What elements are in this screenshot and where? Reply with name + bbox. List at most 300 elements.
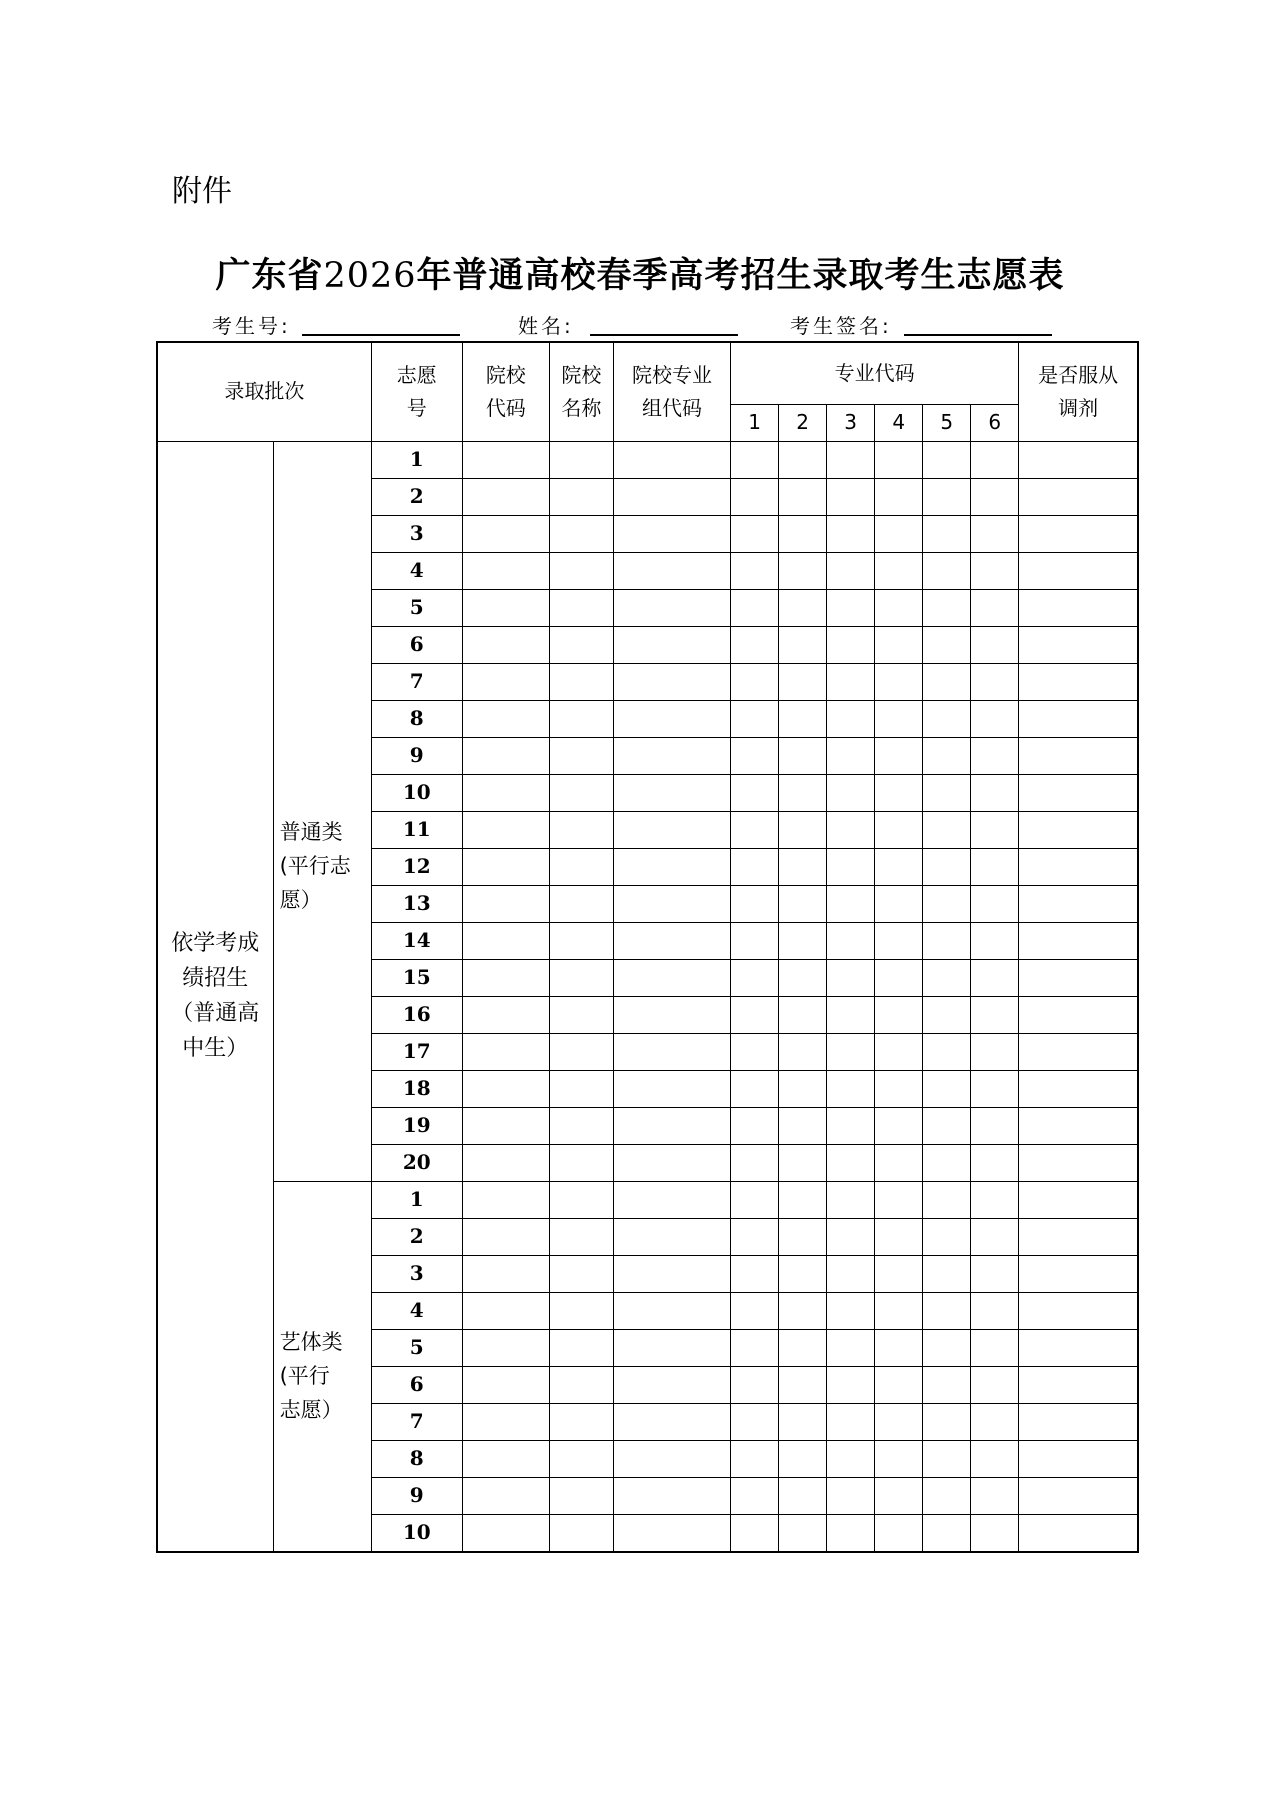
major-code-3-cell[interactable] [827,1329,875,1366]
major-code-6-cell[interactable] [971,441,1019,478]
school-name-cell[interactable] [549,1218,613,1255]
major-code-5-cell[interactable] [923,737,971,774]
school-name-cell[interactable] [549,848,613,885]
school-code-cell[interactable] [462,552,549,589]
major-code-6-cell[interactable] [971,1477,1019,1514]
major-code-1-cell[interactable] [731,737,779,774]
adjust-cell[interactable] [1019,737,1138,774]
school-name-cell[interactable] [549,700,613,737]
school-code-cell[interactable] [462,737,549,774]
major-code-2-cell[interactable] [779,589,827,626]
major-code-2-cell[interactable] [779,1144,827,1181]
major-code-3-cell[interactable] [827,1403,875,1440]
signature-field[interactable] [904,334,1052,336]
major-code-2-cell[interactable] [779,811,827,848]
major-code-6-cell[interactable] [971,1403,1019,1440]
group-code-cell[interactable] [613,1292,730,1329]
major-code-3-cell[interactable] [827,774,875,811]
major-code-3-cell[interactable] [827,626,875,663]
major-code-3-cell[interactable] [827,515,875,552]
major-code-5-cell[interactable] [923,922,971,959]
school-code-cell[interactable] [462,1218,549,1255]
school-name-cell[interactable] [549,626,613,663]
major-code-2-cell[interactable] [779,774,827,811]
adjust-cell[interactable] [1019,663,1138,700]
adjust-cell[interactable] [1019,1329,1138,1366]
school-name-cell[interactable] [549,1144,613,1181]
major-code-4-cell[interactable] [875,737,923,774]
adjust-cell[interactable] [1019,1144,1138,1181]
major-code-3-cell[interactable] [827,885,875,922]
major-code-1-cell[interactable] [731,1292,779,1329]
major-code-3-cell[interactable] [827,1477,875,1514]
major-code-5-cell[interactable] [923,1292,971,1329]
group-code-cell[interactable] [613,1033,730,1070]
major-code-4-cell[interactable] [875,1514,923,1552]
adjust-cell[interactable] [1019,1514,1138,1552]
major-code-5-cell[interactable] [923,1366,971,1403]
major-code-4-cell[interactable] [875,515,923,552]
major-code-5-cell[interactable] [923,848,971,885]
school-code-cell[interactable] [462,1292,549,1329]
major-code-1-cell[interactable] [731,478,779,515]
school-name-cell[interactable] [549,1181,613,1218]
major-code-6-cell[interactable] [971,1255,1019,1292]
adjust-cell[interactable] [1019,922,1138,959]
adjust-cell[interactable] [1019,552,1138,589]
major-code-3-cell[interactable] [827,1144,875,1181]
school-name-cell[interactable] [549,959,613,996]
major-code-3-cell[interactable] [827,1070,875,1107]
major-code-5-cell[interactable] [923,1440,971,1477]
school-name-cell[interactable] [549,1292,613,1329]
major-code-1-cell[interactable] [731,1329,779,1366]
major-code-6-cell[interactable] [971,700,1019,737]
major-code-5-cell[interactable] [923,959,971,996]
school-code-cell[interactable] [462,959,549,996]
group-code-cell[interactable] [613,1366,730,1403]
major-code-5-cell[interactable] [923,1477,971,1514]
school-code-cell[interactable] [462,774,549,811]
adjust-cell[interactable] [1019,1477,1138,1514]
major-code-3-cell[interactable] [827,848,875,885]
adjust-cell[interactable] [1019,1292,1138,1329]
major-code-2-cell[interactable] [779,996,827,1033]
school-name-cell[interactable] [549,811,613,848]
major-code-1-cell[interactable] [731,1070,779,1107]
major-code-2-cell[interactable] [779,478,827,515]
major-code-2-cell[interactable] [779,700,827,737]
major-code-3-cell[interactable] [827,1440,875,1477]
adjust-cell[interactable] [1019,959,1138,996]
school-name-cell[interactable] [549,1366,613,1403]
school-name-cell[interactable] [549,922,613,959]
major-code-3-cell[interactable] [827,996,875,1033]
adjust-cell[interactable] [1019,700,1138,737]
major-code-6-cell[interactable] [971,626,1019,663]
major-code-3-cell[interactable] [827,1033,875,1070]
major-code-1-cell[interactable] [731,552,779,589]
major-code-4-cell[interactable] [875,663,923,700]
major-code-3-cell[interactable] [827,1218,875,1255]
school-code-cell[interactable] [462,1329,549,1366]
major-code-4-cell[interactable] [875,1329,923,1366]
major-code-6-cell[interactable] [971,922,1019,959]
school-name-cell[interactable] [549,515,613,552]
major-code-4-cell[interactable] [875,626,923,663]
major-code-3-cell[interactable] [827,478,875,515]
major-code-3-cell[interactable] [827,922,875,959]
adjust-cell[interactable] [1019,774,1138,811]
adjust-cell[interactable] [1019,515,1138,552]
major-code-2-cell[interactable] [779,922,827,959]
major-code-5-cell[interactable] [923,1403,971,1440]
major-code-3-cell[interactable] [827,1107,875,1144]
major-code-2-cell[interactable] [779,1218,827,1255]
school-code-cell[interactable] [462,589,549,626]
group-code-cell[interactable] [613,848,730,885]
school-name-cell[interactable] [549,1255,613,1292]
major-code-4-cell[interactable] [875,848,923,885]
school-name-cell[interactable] [549,1329,613,1366]
major-code-2-cell[interactable] [779,737,827,774]
major-code-5-cell[interactable] [923,700,971,737]
major-code-4-cell[interactable] [875,885,923,922]
major-code-1-cell[interactable] [731,1218,779,1255]
major-code-6-cell[interactable] [971,996,1019,1033]
major-code-6-cell[interactable] [971,885,1019,922]
school-name-cell[interactable] [549,996,613,1033]
major-code-4-cell[interactable] [875,1440,923,1477]
major-code-6-cell[interactable] [971,737,1019,774]
major-code-2-cell[interactable] [779,552,827,589]
group-code-cell[interactable] [613,1181,730,1218]
adjust-cell[interactable] [1019,1403,1138,1440]
school-name-cell[interactable] [549,589,613,626]
major-code-6-cell[interactable] [971,1070,1019,1107]
group-code-cell[interactable] [613,663,730,700]
school-name-cell[interactable] [549,1403,613,1440]
school-code-cell[interactable] [462,885,549,922]
major-code-3-cell[interactable] [827,1366,875,1403]
major-code-2-cell[interactable] [779,1033,827,1070]
major-code-1-cell[interactable] [731,441,779,478]
major-code-2-cell[interactable] [779,1181,827,1218]
major-code-1-cell[interactable] [731,1107,779,1144]
major-code-4-cell[interactable] [875,996,923,1033]
major-code-6-cell[interactable] [971,848,1019,885]
adjust-cell[interactable] [1019,441,1138,478]
major-code-1-cell[interactable] [731,663,779,700]
major-code-2-cell[interactable] [779,626,827,663]
major-code-4-cell[interactable] [875,1366,923,1403]
major-code-1-cell[interactable] [731,1033,779,1070]
school-name-cell[interactable] [549,1033,613,1070]
group-code-cell[interactable] [613,478,730,515]
major-code-5-cell[interactable] [923,1218,971,1255]
major-code-1-cell[interactable] [731,626,779,663]
major-code-2-cell[interactable] [779,1329,827,1366]
major-code-2-cell[interactable] [779,1403,827,1440]
major-code-6-cell[interactable] [971,589,1019,626]
adjust-cell[interactable] [1019,811,1138,848]
major-code-1-cell[interactable] [731,1181,779,1218]
major-code-2-cell[interactable] [779,1514,827,1552]
major-code-5-cell[interactable] [923,1107,971,1144]
major-code-1-cell[interactable] [731,1255,779,1292]
school-name-cell[interactable] [549,1514,613,1552]
school-code-cell[interactable] [462,1144,549,1181]
major-code-5-cell[interactable] [923,811,971,848]
major-code-2-cell[interactable] [779,1292,827,1329]
adjust-cell[interactable] [1019,1033,1138,1070]
school-code-cell[interactable] [462,441,549,478]
school-name-cell[interactable] [549,1440,613,1477]
adjust-cell[interactable] [1019,1107,1138,1144]
major-code-3-cell[interactable] [827,700,875,737]
adjust-cell[interactable] [1019,1218,1138,1255]
school-code-cell[interactable] [462,996,549,1033]
adjust-cell[interactable] [1019,885,1138,922]
major-code-2-cell[interactable] [779,1107,827,1144]
school-code-cell[interactable] [462,848,549,885]
major-code-1-cell[interactable] [731,1440,779,1477]
major-code-4-cell[interactable] [875,1218,923,1255]
major-code-4-cell[interactable] [875,589,923,626]
school-code-cell[interactable] [462,1403,549,1440]
group-code-cell[interactable] [613,959,730,996]
group-code-cell[interactable] [613,1144,730,1181]
adjust-cell[interactable] [1019,1440,1138,1477]
major-code-6-cell[interactable] [971,1514,1019,1552]
major-code-5-cell[interactable] [923,1144,971,1181]
major-code-2-cell[interactable] [779,1255,827,1292]
major-code-4-cell[interactable] [875,478,923,515]
major-code-1-cell[interactable] [731,515,779,552]
major-code-4-cell[interactable] [875,959,923,996]
major-code-1-cell[interactable] [731,848,779,885]
group-code-cell[interactable] [613,589,730,626]
major-code-4-cell[interactable] [875,1255,923,1292]
school-code-cell[interactable] [462,1440,549,1477]
major-code-4-cell[interactable] [875,1144,923,1181]
major-code-1-cell[interactable] [731,1477,779,1514]
group-code-cell[interactable] [613,552,730,589]
major-code-2-cell[interactable] [779,441,827,478]
school-code-cell[interactable] [462,811,549,848]
exam-no-field[interactable] [302,334,460,336]
major-code-2-cell[interactable] [779,515,827,552]
major-code-4-cell[interactable] [875,1403,923,1440]
school-name-cell[interactable] [549,1477,613,1514]
major-code-4-cell[interactable] [875,774,923,811]
school-name-cell[interactable] [549,1070,613,1107]
major-code-4-cell[interactable] [875,811,923,848]
major-code-6-cell[interactable] [971,811,1019,848]
major-code-5-cell[interactable] [923,774,971,811]
school-code-cell[interactable] [462,478,549,515]
group-code-cell[interactable] [613,811,730,848]
major-code-5-cell[interactable] [923,885,971,922]
major-code-2-cell[interactable] [779,1440,827,1477]
group-code-cell[interactable] [613,1070,730,1107]
major-code-4-cell[interactable] [875,1033,923,1070]
major-code-6-cell[interactable] [971,1218,1019,1255]
major-code-1-cell[interactable] [731,1514,779,1552]
school-code-cell[interactable] [462,1070,549,1107]
major-code-6-cell[interactable] [971,1107,1019,1144]
major-code-1-cell[interactable] [731,1366,779,1403]
school-name-cell[interactable] [549,441,613,478]
major-code-6-cell[interactable] [971,515,1019,552]
school-code-cell[interactable] [462,626,549,663]
major-code-1-cell[interactable] [731,885,779,922]
school-name-cell[interactable] [549,737,613,774]
major-code-4-cell[interactable] [875,1477,923,1514]
major-code-2-cell[interactable] [779,1366,827,1403]
major-code-2-cell[interactable] [779,663,827,700]
school-code-cell[interactable] [462,922,549,959]
major-code-5-cell[interactable] [923,626,971,663]
major-code-1-cell[interactable] [731,996,779,1033]
adjust-cell[interactable] [1019,1255,1138,1292]
major-code-6-cell[interactable] [971,478,1019,515]
major-code-1-cell[interactable] [731,1144,779,1181]
major-code-3-cell[interactable] [827,737,875,774]
group-code-cell[interactable] [613,1218,730,1255]
major-code-1-cell[interactable] [731,589,779,626]
adjust-cell[interactable] [1019,996,1138,1033]
major-code-3-cell[interactable] [827,552,875,589]
major-code-4-cell[interactable] [875,922,923,959]
group-code-cell[interactable] [613,626,730,663]
major-code-3-cell[interactable] [827,1181,875,1218]
school-code-cell[interactable] [462,1033,549,1070]
school-code-cell[interactable] [462,700,549,737]
major-code-3-cell[interactable] [827,589,875,626]
major-code-5-cell[interactable] [923,1329,971,1366]
adjust-cell[interactable] [1019,478,1138,515]
major-code-2-cell[interactable] [779,848,827,885]
major-code-6-cell[interactable] [971,1366,1019,1403]
school-name-cell[interactable] [549,885,613,922]
major-code-6-cell[interactable] [971,1292,1019,1329]
major-code-1-cell[interactable] [731,1403,779,1440]
major-code-4-cell[interactable] [875,1292,923,1329]
major-code-2-cell[interactable] [779,1477,827,1514]
adjust-cell[interactable] [1019,589,1138,626]
major-code-6-cell[interactable] [971,774,1019,811]
group-code-cell[interactable] [613,1514,730,1552]
group-code-cell[interactable] [613,922,730,959]
major-code-5-cell[interactable] [923,552,971,589]
major-code-4-cell[interactable] [875,552,923,589]
school-code-cell[interactable] [462,1366,549,1403]
school-name-cell[interactable] [549,774,613,811]
major-code-3-cell[interactable] [827,1292,875,1329]
major-code-1-cell[interactable] [731,700,779,737]
adjust-cell[interactable] [1019,1181,1138,1218]
school-name-cell[interactable] [549,552,613,589]
name-field[interactable] [590,334,738,336]
adjust-cell[interactable] [1019,1366,1138,1403]
major-code-5-cell[interactable] [923,1514,971,1552]
major-code-6-cell[interactable] [971,1144,1019,1181]
group-code-cell[interactable] [613,700,730,737]
school-name-cell[interactable] [549,478,613,515]
major-code-4-cell[interactable] [875,441,923,478]
group-code-cell[interactable] [613,737,730,774]
group-code-cell[interactable] [613,1477,730,1514]
major-code-3-cell[interactable] [827,811,875,848]
school-code-cell[interactable] [462,663,549,700]
major-code-5-cell[interactable] [923,441,971,478]
major-code-6-cell[interactable] [971,663,1019,700]
major-code-3-cell[interactable] [827,1255,875,1292]
group-code-cell[interactable] [613,441,730,478]
group-code-cell[interactable] [613,996,730,1033]
school-name-cell[interactable] [549,663,613,700]
school-code-cell[interactable] [462,1107,549,1144]
major-code-5-cell[interactable] [923,663,971,700]
major-code-3-cell[interactable] [827,663,875,700]
group-code-cell[interactable] [613,1107,730,1144]
group-code-cell[interactable] [613,1329,730,1366]
major-code-1-cell[interactable] [731,922,779,959]
group-code-cell[interactable] [613,885,730,922]
major-code-4-cell[interactable] [875,1181,923,1218]
group-code-cell[interactable] [613,1255,730,1292]
group-code-cell[interactable] [613,1440,730,1477]
group-code-cell[interactable] [613,515,730,552]
major-code-5-cell[interactable] [923,1033,971,1070]
major-code-2-cell[interactable] [779,885,827,922]
major-code-2-cell[interactable] [779,1070,827,1107]
major-code-2-cell[interactable] [779,959,827,996]
major-code-5-cell[interactable] [923,589,971,626]
adjust-cell[interactable] [1019,1070,1138,1107]
major-code-5-cell[interactable] [923,478,971,515]
major-code-1-cell[interactable] [731,811,779,848]
adjust-cell[interactable] [1019,848,1138,885]
major-code-5-cell[interactable] [923,1255,971,1292]
major-code-6-cell[interactable] [971,959,1019,996]
major-code-1-cell[interactable] [731,959,779,996]
school-code-cell[interactable] [462,1255,549,1292]
group-code-cell[interactable] [613,774,730,811]
adjust-cell[interactable] [1019,626,1138,663]
major-code-5-cell[interactable] [923,515,971,552]
major-code-3-cell[interactable] [827,441,875,478]
major-code-4-cell[interactable] [875,1107,923,1144]
major-code-5-cell[interactable] [923,1070,971,1107]
major-code-1-cell[interactable] [731,774,779,811]
school-code-cell[interactable] [462,515,549,552]
school-code-cell[interactable] [462,1181,549,1218]
major-code-4-cell[interactable] [875,700,923,737]
school-code-cell[interactable] [462,1477,549,1514]
school-name-cell[interactable] [549,1107,613,1144]
major-code-3-cell[interactable] [827,1514,875,1552]
group-code-cell[interactable] [613,1403,730,1440]
major-code-5-cell[interactable] [923,1181,971,1218]
major-code-3-cell[interactable] [827,959,875,996]
major-code-6-cell[interactable] [971,1329,1019,1366]
major-code-6-cell[interactable] [971,1440,1019,1477]
major-code-4-cell[interactable] [875,1070,923,1107]
school-code-cell[interactable] [462,1514,549,1552]
major-code-6-cell[interactable] [971,552,1019,589]
